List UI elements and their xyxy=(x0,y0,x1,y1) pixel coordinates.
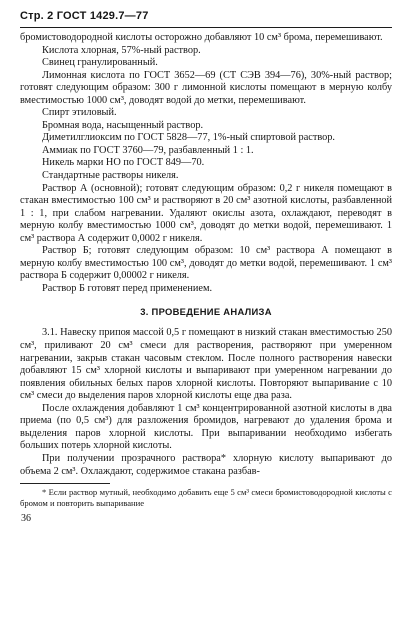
paragraph: Раствор А (основной); готовят следующим образом: 0,2 г никеля помещают в стакан вместимостью 100 см³ и растворяют в 20 см³ азотной кислоты, разбавленной 1 : 1, при слабом нагревании. Удаляют окислы азота, охлаждают, переводят в мерную колбу вместимостью 1000 см³, доводят до метки водой, перемешивают. 1 см³ раствора А содержит 0,0002 г никеля. xyxy=(20,182,392,244)
footnote-rule xyxy=(20,483,110,484)
paragraph: При получении прозрачного раствора* хлорную кислоту выпаривают до объема 2 см³. Охлаждают, содержимое стакана разбав- xyxy=(20,452,392,477)
paragraph: 3.1. Навеску припоя массой 0,5 г помещают в низкий стакан вместимостью 250 см³, приливают 20 см³ смеси для растворения, растворяют при умеренном нагревании, закрыв стакан часовым стеклом. После полного растворения навески добавляют 15 см³ хлорной кислоты и выпаривают при умеренном нагревании до появления обильных белых паров хлорной кислоты. Повторяют выпаривание с 10 см³ смеси до выделения паров хлорной кислоты еще два раза. xyxy=(20,327,392,402)
paragraph: Свинец гранулированный. xyxy=(42,57,158,69)
reagents-list xyxy=(20,32,392,295)
section-title: 3. ПРОВЕДЕНИЕ АНАЛИЗА xyxy=(140,306,272,318)
paragraph: Спирт этиловый. xyxy=(42,107,117,119)
paragraph: Раствор Б готовят перед применением. xyxy=(42,282,213,294)
paragraph: Раствор Б; готовят следующим образом: 10 см³ раствора А помещают в мерную колбу вместимостью 100 см³, доводят до метки водой, перемешивают. 1 см³ раствора Б содержит 0,00002 г никеля. xyxy=(20,245,392,282)
footnote: * Если раствор мутный, необходимо добавить еще 5 см³ смеси бромистоводородной кислоты с бромом и повторить выпаривание xyxy=(20,487,392,509)
paragraph: Никель марки НО по ГОСТ 849—70. xyxy=(42,157,205,169)
paragraph: Стандартные растворы никеля. xyxy=(42,170,179,182)
paragraph: бромистоводородной кислоты осторожно добавляют 10 см³ брома, перемешивают. xyxy=(20,32,383,43)
paragraph: Диметилглиоксим по ГОСТ 5828—77, 1%-ный спиртовой раствор. xyxy=(42,132,336,144)
header-rule xyxy=(20,27,392,28)
paragraph: Бромная вода, насыщенный раствор. xyxy=(42,119,204,131)
paragraph: Аммиак по ГОСТ 3760—79, разбавленный 1 : 1. xyxy=(42,144,254,156)
paragraph: Кислота хлорная, 57%-ный раствор. xyxy=(42,44,201,56)
paragraph: После охлаждения добавляют 1 см³ концентрированной азотной кислоты в два приема (по 0,5 см³) для разложения бромидов, нагревают до удаления брома и выделения паров хлорной кислоты. При выпаривании необходимо избегать больших потерь хлорной кислоты. xyxy=(20,402,392,452)
analysis-section xyxy=(20,327,392,478)
page-number: 36 xyxy=(21,513,31,525)
paragraph: Лимонная кислота по ГОСТ 3652—69 (СТ СЭВ 394—76), 30%-ный раствор; готовят следующим образом: 300 г лимонной кислоты помещают в мерную колбу вместимостью 1000 см³, доводят водой до метки, перемешивают. xyxy=(20,69,392,106)
page-header: Стр. 2 ГОСТ 1429.7—77 xyxy=(20,10,149,22)
